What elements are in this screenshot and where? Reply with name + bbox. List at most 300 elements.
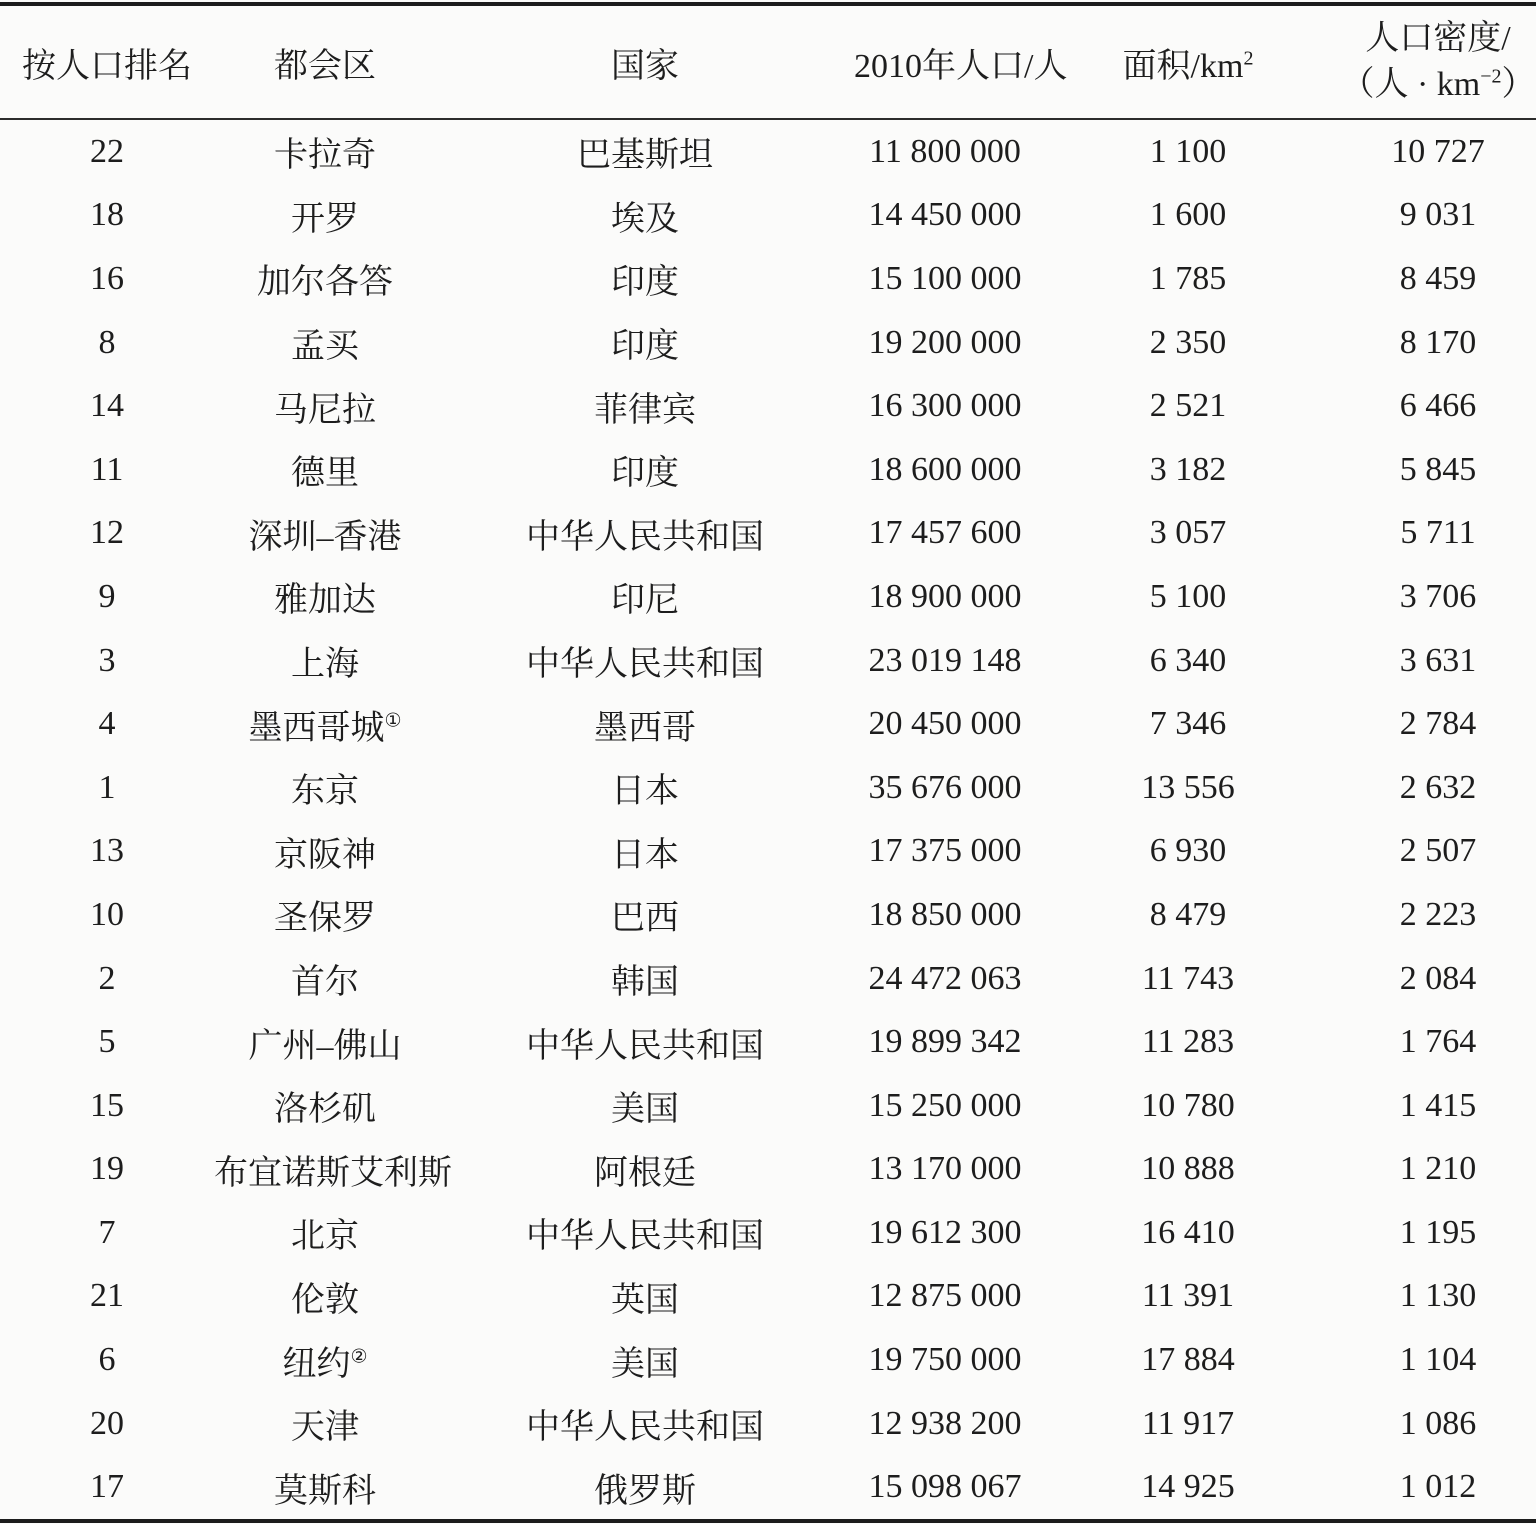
population-value: 12 875 000 [868, 1277, 1022, 1315]
density-value: 6 466 [1399, 387, 1477, 425]
area-cell [1036, 1074, 1340, 1138]
density-cell [1340, 247, 1536, 311]
rank-cell [0, 247, 214, 311]
density-cell [1340, 1010, 1536, 1074]
area-value: 3 182 [1149, 450, 1227, 488]
metro-name: 上海 [291, 646, 359, 684]
country-name: 印尼 [611, 582, 679, 620]
area-value: 11 743 [1141, 959, 1235, 997]
density-cell [1340, 311, 1536, 375]
table-row [0, 1455, 1536, 1521]
country-cell [436, 629, 854, 693]
country-name: 英国 [611, 1281, 679, 1319]
rank-value: 2 [98, 959, 116, 997]
metro-cell [214, 692, 436, 756]
metro-cell [214, 883, 436, 947]
area-cell [1036, 1201, 1340, 1265]
header-metro: 都会区 [214, 4, 436, 119]
table-row [0, 883, 1536, 947]
population-value: 20 450 000 [868, 705, 1022, 743]
area-value: 8 479 [1149, 895, 1227, 933]
country-name: 印度 [611, 328, 679, 366]
population-cell [854, 1392, 1036, 1456]
density-cell [1340, 820, 1536, 884]
country-cell [436, 184, 854, 248]
country-cell [436, 1138, 854, 1202]
rank-value: 17 [90, 1468, 124, 1506]
population-cell [854, 247, 1036, 311]
density-value: 1 195 [1399, 1213, 1477, 1251]
metro-name: 布宜诺斯艾利斯 [214, 1154, 452, 1192]
area-cell [1036, 756, 1340, 820]
footnote-marker: ① [384, 710, 402, 732]
country-cell [436, 1265, 854, 1329]
population-cell [854, 947, 1036, 1011]
table-row [0, 311, 1536, 375]
metro-cell [214, 947, 436, 1011]
population-value: 17 375 000 [868, 832, 1022, 870]
density-cell [1340, 565, 1536, 629]
rank-cell [0, 1201, 214, 1265]
metro-name: 广州–佛山 [248, 1027, 402, 1065]
table-row [0, 756, 1536, 820]
country-cell [436, 565, 854, 629]
metro-cell [214, 1138, 452, 1202]
density-cell [1340, 119, 1536, 184]
rank-cell [0, 184, 214, 248]
header-area-exponent: 2 [1243, 47, 1254, 70]
area-cell [1036, 1138, 1340, 1202]
header-rank: 按人口排名 [0, 4, 214, 119]
area-cell [1036, 311, 1340, 375]
metro-cell [214, 1074, 436, 1138]
metro-name: 孟买 [291, 328, 359, 366]
population-value: 12 938 200 [868, 1404, 1022, 1442]
population-value: 19 200 000 [868, 323, 1022, 361]
density-value: 5 711 [1400, 514, 1476, 552]
country-cell [436, 692, 854, 756]
density-cell [1340, 629, 1536, 693]
density-value: 2 507 [1399, 832, 1477, 870]
rank-cell [0, 502, 214, 566]
country-cell [436, 1328, 854, 1392]
rank-value: 20 [90, 1404, 124, 1442]
metro-cell [214, 1010, 436, 1074]
area-value: 11 917 [1141, 1404, 1235, 1442]
population-cell [854, 565, 1036, 629]
density-cell [1340, 1138, 1536, 1202]
area-cell [1036, 1392, 1340, 1456]
density-value: 8 459 [1399, 259, 1477, 297]
population-cell [854, 1074, 1036, 1138]
header-area [1036, 4, 1340, 119]
area-cell [1036, 883, 1340, 947]
area-cell [1036, 374, 1340, 438]
footnote-marker: ② [350, 1346, 368, 1368]
area-value: 7 346 [1149, 705, 1227, 743]
area-value: 2 521 [1149, 387, 1227, 425]
table-row [0, 820, 1536, 884]
density-value: 2 223 [1399, 895, 1477, 933]
country-cell [436, 374, 854, 438]
density-value: 2 784 [1399, 705, 1477, 743]
population-value: 23 019 148 [868, 641, 1022, 679]
country-cell [436, 502, 854, 566]
rank-cell [0, 1138, 214, 1202]
metro-name: 洛杉矶 [274, 1091, 376, 1129]
population-value: 15 098 067 [868, 1468, 1022, 1506]
metro-cell [214, 184, 436, 248]
rank-cell [0, 820, 214, 884]
population-value: 19 899 342 [868, 1023, 1022, 1061]
metro-name: 莫斯科 [274, 1472, 376, 1510]
country-cell [436, 247, 854, 311]
country-name: 巴西 [611, 900, 679, 938]
metro-name: 马尼拉 [274, 391, 376, 429]
rank-value: 21 [90, 1277, 124, 1315]
country-name: 中华人民共和国 [526, 518, 764, 556]
area-value: 1 100 [1149, 132, 1227, 170]
population-cell [854, 883, 1036, 947]
area-value: 10 780 [1141, 1086, 1235, 1124]
population-cell [854, 374, 1036, 438]
header-density-unit: （人 · km [1340, 66, 1481, 103]
metro-name: 深圳–香港 [248, 518, 402, 556]
rank-value: 10 [90, 895, 124, 933]
density-cell [1340, 756, 1536, 820]
density-cell [1340, 1392, 1536, 1456]
country-cell [436, 1392, 854, 1456]
country-cell [436, 1455, 854, 1521]
header-population: 2010年人口/人 [854, 4, 1036, 119]
population-value: 15 100 000 [868, 259, 1022, 297]
population-value: 24 472 063 [868, 959, 1022, 997]
rank-cell [0, 756, 214, 820]
header-density-exponent: −2 [1480, 65, 1502, 88]
rank-cell [0, 1074, 214, 1138]
country-name: 俄罗斯 [594, 1472, 696, 1510]
metro-cell [214, 247, 436, 311]
header-density-line1: 人口密度/ [1365, 20, 1511, 57]
rank-cell [0, 883, 214, 947]
country-name: 印度 [611, 264, 679, 302]
population-cell [854, 119, 1036, 184]
metro-cell [214, 820, 436, 884]
area-cell [1036, 692, 1340, 756]
population-cell [854, 184, 1036, 248]
table-row [0, 692, 1536, 756]
area-cell [1036, 629, 1340, 693]
rank-value: 11 [90, 450, 124, 488]
country-name: 韩国 [611, 964, 679, 1002]
density-value: 9 031 [1399, 196, 1477, 234]
population-cell [854, 311, 1036, 375]
country-name: 墨西哥 [594, 709, 696, 747]
header-country: 国家 [436, 4, 854, 119]
density-value: 1 012 [1399, 1468, 1477, 1506]
population-value: 15 250 000 [868, 1086, 1022, 1124]
header-density [1340, 4, 1536, 119]
metro-cell [214, 565, 436, 629]
area-value: 3 057 [1149, 514, 1227, 552]
rank-cell [0, 1328, 214, 1392]
country-name: 美国 [611, 1091, 679, 1129]
table-row [0, 502, 1536, 566]
country-cell [436, 438, 854, 502]
population-value: 17 457 600 [868, 514, 1022, 552]
rank-cell [0, 629, 214, 693]
table-row [0, 247, 1536, 311]
metro-name: 德里 [291, 455, 359, 493]
density-value: 8 170 [1399, 323, 1477, 361]
metro-cell [214, 1265, 436, 1329]
table-row [0, 629, 1536, 693]
rank-cell [0, 311, 214, 375]
area-cell [1036, 820, 1340, 884]
area-value: 5 100 [1149, 577, 1227, 615]
metro-name: 开罗 [291, 200, 359, 238]
metro-cell [214, 311, 436, 375]
population-cell [854, 692, 1036, 756]
density-value: 2 632 [1399, 768, 1477, 806]
country-cell [436, 1010, 854, 1074]
density-value: 5 845 [1399, 450, 1477, 488]
country-name: 美国 [611, 1345, 679, 1383]
area-value: 17 884 [1141, 1341, 1235, 1379]
table-row [0, 184, 1536, 248]
table-row [0, 119, 1536, 184]
rank-cell [0, 692, 214, 756]
population-cell [854, 1010, 1036, 1074]
table-row [0, 438, 1536, 502]
rank-value: 14 [90, 387, 124, 425]
rank-cell [0, 119, 214, 184]
rank-cell [0, 438, 214, 502]
country-name: 日本 [611, 773, 679, 811]
metro-name: 加尔各答 [257, 264, 393, 302]
density-value: 1 764 [1399, 1023, 1477, 1061]
area-cell [1036, 1265, 1340, 1329]
rank-value: 18 [90, 196, 124, 234]
country-cell [436, 119, 854, 184]
metro-cell [214, 1201, 436, 1265]
country-name: 中华人民共和国 [526, 1409, 764, 1447]
area-value: 11 391 [1141, 1277, 1235, 1315]
rank-cell [0, 1265, 214, 1329]
table-row [0, 374, 1536, 438]
population-cell [854, 756, 1036, 820]
area-cell [1036, 438, 1340, 502]
country-name: 中华人民共和国 [526, 646, 764, 684]
rank-value: 7 [98, 1213, 116, 1251]
density-value: 3 706 [1399, 577, 1477, 615]
rank-value: 8 [98, 323, 116, 361]
metro-name: 伦敦 [291, 1281, 359, 1319]
rank-value: 15 [90, 1086, 124, 1124]
density-cell [1340, 1074, 1536, 1138]
metro-cell [214, 119, 436, 184]
rank-cell [0, 374, 214, 438]
table-row [0, 1138, 1536, 1202]
country-cell [436, 311, 854, 375]
population-value: 19 612 300 [868, 1213, 1022, 1251]
population-value: 18 900 000 [868, 577, 1022, 615]
area-value: 10 888 [1141, 1150, 1235, 1188]
rank-value: 5 [98, 1023, 116, 1061]
area-value: 14 925 [1141, 1468, 1235, 1506]
rank-cell [0, 1455, 214, 1521]
population-cell [854, 629, 1036, 693]
metro-cell [214, 438, 436, 502]
table-row [0, 1074, 1536, 1138]
country-cell [436, 1074, 854, 1138]
density-cell [1340, 438, 1536, 502]
area-value: 11 283 [1141, 1023, 1235, 1061]
metro-cell [214, 756, 436, 820]
metro-name: 天津 [291, 1409, 359, 1447]
area-cell [1036, 184, 1340, 248]
table-row [0, 947, 1536, 1011]
area-cell [1036, 947, 1340, 1011]
metro-cell [214, 374, 436, 438]
population-cell [854, 1201, 1036, 1265]
area-value: 2 350 [1149, 323, 1227, 361]
population-cell [854, 1138, 1036, 1202]
area-cell [1036, 1455, 1340, 1521]
area-value: 6 930 [1149, 832, 1227, 870]
metro-name: 雅加达 [274, 582, 376, 620]
metro-name: 首尔 [291, 964, 359, 1002]
area-cell [1036, 502, 1340, 566]
density-value: 1 086 [1399, 1404, 1477, 1442]
population-cell [854, 1455, 1036, 1521]
rank-value: 6 [98, 1341, 116, 1379]
area-cell [1036, 247, 1340, 311]
country-name: 阿根廷 [594, 1154, 696, 1192]
metro-cell [214, 1455, 436, 1521]
rank-value: 22 [90, 132, 124, 170]
table-row [0, 1392, 1536, 1456]
rank-value: 19 [90, 1150, 124, 1188]
area-cell [1036, 565, 1340, 629]
area-value: 16 410 [1141, 1213, 1235, 1251]
header-density-close-paren: ） [1501, 66, 1536, 103]
country-cell [436, 1201, 854, 1265]
density-value: 1 104 [1399, 1341, 1477, 1379]
area-cell [1036, 119, 1340, 184]
rank-cell [0, 1392, 214, 1456]
table-row [0, 1201, 1536, 1265]
population-value: 14 450 000 [868, 196, 1022, 234]
header-area-label: 面积/km [1122, 47, 1244, 85]
population-value: 13 170 000 [868, 1150, 1022, 1188]
country-cell [436, 883, 854, 947]
country-name: 菲律宾 [594, 391, 696, 429]
density-value: 10 727 [1391, 132, 1485, 170]
header-row [0, 4, 1536, 119]
density-value: 3 631 [1399, 641, 1477, 679]
density-cell [1340, 502, 1536, 566]
metro-areas-table [0, 2, 1536, 1523]
metro-name: 卡拉奇 [274, 137, 376, 175]
density-cell [1340, 1328, 1536, 1392]
metro-cell [214, 502, 436, 566]
metro-name: 京阪神 [274, 836, 376, 874]
table-row [0, 565, 1536, 629]
density-cell [1340, 692, 1536, 756]
metro-name: 东京 [291, 773, 359, 811]
density-cell [1340, 1201, 1536, 1265]
metro-cell [214, 1328, 436, 1392]
country-name: 中华人民共和国 [526, 1027, 764, 1065]
metro-name: 圣保罗 [274, 900, 376, 938]
density-cell [1340, 184, 1536, 248]
rank-cell [0, 1010, 214, 1074]
table-body [0, 119, 1536, 1521]
density-cell [1340, 883, 1536, 947]
area-cell [1036, 1010, 1340, 1074]
density-value: 1 210 [1399, 1150, 1477, 1188]
rank-value: 9 [98, 577, 116, 615]
population-value: 11 800 000 [869, 132, 1021, 170]
density-cell [1340, 947, 1536, 1011]
country-cell [436, 947, 854, 1011]
rank-value: 4 [98, 705, 116, 743]
density-value: 2 084 [1399, 959, 1477, 997]
rank-value: 12 [90, 514, 124, 552]
population-value: 16 300 000 [868, 387, 1022, 425]
metro-name: 北京 [291, 1218, 359, 1256]
density-cell [1340, 1265, 1536, 1329]
area-value: 1 785 [1149, 259, 1227, 297]
rank-value: 16 [90, 259, 124, 297]
population-value: 18 850 000 [868, 895, 1022, 933]
metro-name: 墨西哥城 [248, 709, 385, 747]
country-name: 巴基斯坦 [577, 137, 713, 175]
population-cell [854, 438, 1036, 502]
country-cell [436, 756, 854, 820]
area-cell [1036, 1328, 1340, 1392]
country-name: 日本 [611, 836, 679, 874]
population-value: 19 750 000 [868, 1341, 1022, 1379]
country-name: 中华人民共和国 [526, 1218, 764, 1256]
country-name: 埃及 [611, 200, 679, 238]
area-value: 6 340 [1149, 641, 1227, 679]
table-row [0, 1010, 1536, 1074]
density-cell [1340, 374, 1536, 438]
density-cell [1340, 1455, 1536, 1521]
population-cell [854, 502, 1036, 566]
rank-cell [0, 947, 214, 1011]
table-row [0, 1328, 1536, 1392]
metro-cell [214, 1392, 436, 1456]
country-cell [436, 820, 854, 884]
rank-value: 1 [98, 768, 116, 806]
density-value: 1 130 [1399, 1277, 1477, 1315]
population-cell [854, 1265, 1036, 1329]
country-name: 印度 [611, 455, 679, 493]
area-value: 13 556 [1141, 768, 1235, 806]
density-value: 1 415 [1399, 1086, 1477, 1124]
header-density-line2 [1340, 62, 1536, 108]
rank-value: 3 [98, 641, 116, 679]
metro-cell [214, 629, 436, 693]
area-value: 1 600 [1149, 196, 1227, 234]
population-value: 18 600 000 [868, 450, 1022, 488]
table-row [0, 1265, 1536, 1329]
rank-value: 13 [90, 832, 124, 870]
metro-name: 纽约 [282, 1345, 351, 1383]
